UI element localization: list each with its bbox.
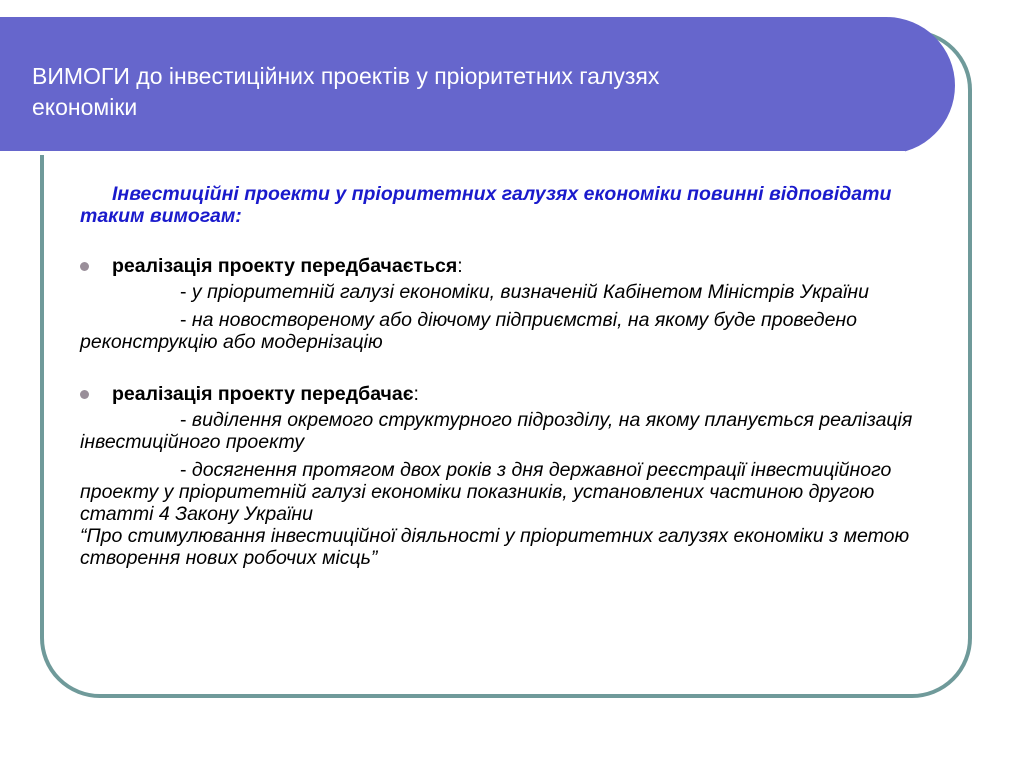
section-1-label: реалізація проекту передбачається [112, 255, 458, 277]
title-line-1: ВИМОГИ до інвестиційних проектів у пріоритетних галузях [32, 63, 660, 89]
section-2-colon: : [413, 383, 419, 405]
intro-text: Інвестиційні проекти у пріоритетних галузях економіки повинні відповідати таким вимогам: [80, 183, 892, 227]
law-title: “Про стимулювання інвестиційної діяльності у пріоритетних галузях економіки з метою створення нових робочих місць” [80, 525, 910, 569]
dash: - [180, 409, 192, 431]
item-text: виділення окремого структурного підрозділу, на якому планується реалізація інвестиційного проекту [80, 409, 913, 453]
section-2-item-1 [80, 409, 950, 453]
title-bar [0, 17, 955, 154]
item-text: на новоствореному або діючому підприємстві, на якому буде проведено реконструкцію або модернізацію [80, 309, 858, 353]
bullet-dot-icon [80, 262, 89, 271]
section-2-label: реалізація проекту передбачає [112, 383, 414, 405]
item-text: у пріоритетній галузі економіки, визначеній Кабінетом Міністрів України [191, 281, 869, 303]
title-underline [0, 151, 905, 155]
slide-body [80, 183, 950, 569]
section-1-colon: : [457, 255, 463, 277]
bullet-section-1 [80, 255, 950, 277]
slide-title [32, 61, 912, 123]
item-text: досягнення протягом двох років з дня державної реєстрації інвестиційного проекту у пріоритетній галузі економіки показників, установлених частиною другою статті 4 Закону України [80, 459, 892, 525]
title-line-2: економіки [32, 94, 138, 120]
section-2-item-2 [80, 459, 950, 525]
dash: - [180, 309, 192, 331]
bullet-section-2 [80, 383, 950, 405]
section-1-item-2 [80, 309, 950, 353]
dash: - [180, 459, 192, 481]
bullet-dot-icon [80, 390, 89, 399]
dash: - [180, 281, 192, 303]
section-1-item-1 [80, 281, 950, 303]
